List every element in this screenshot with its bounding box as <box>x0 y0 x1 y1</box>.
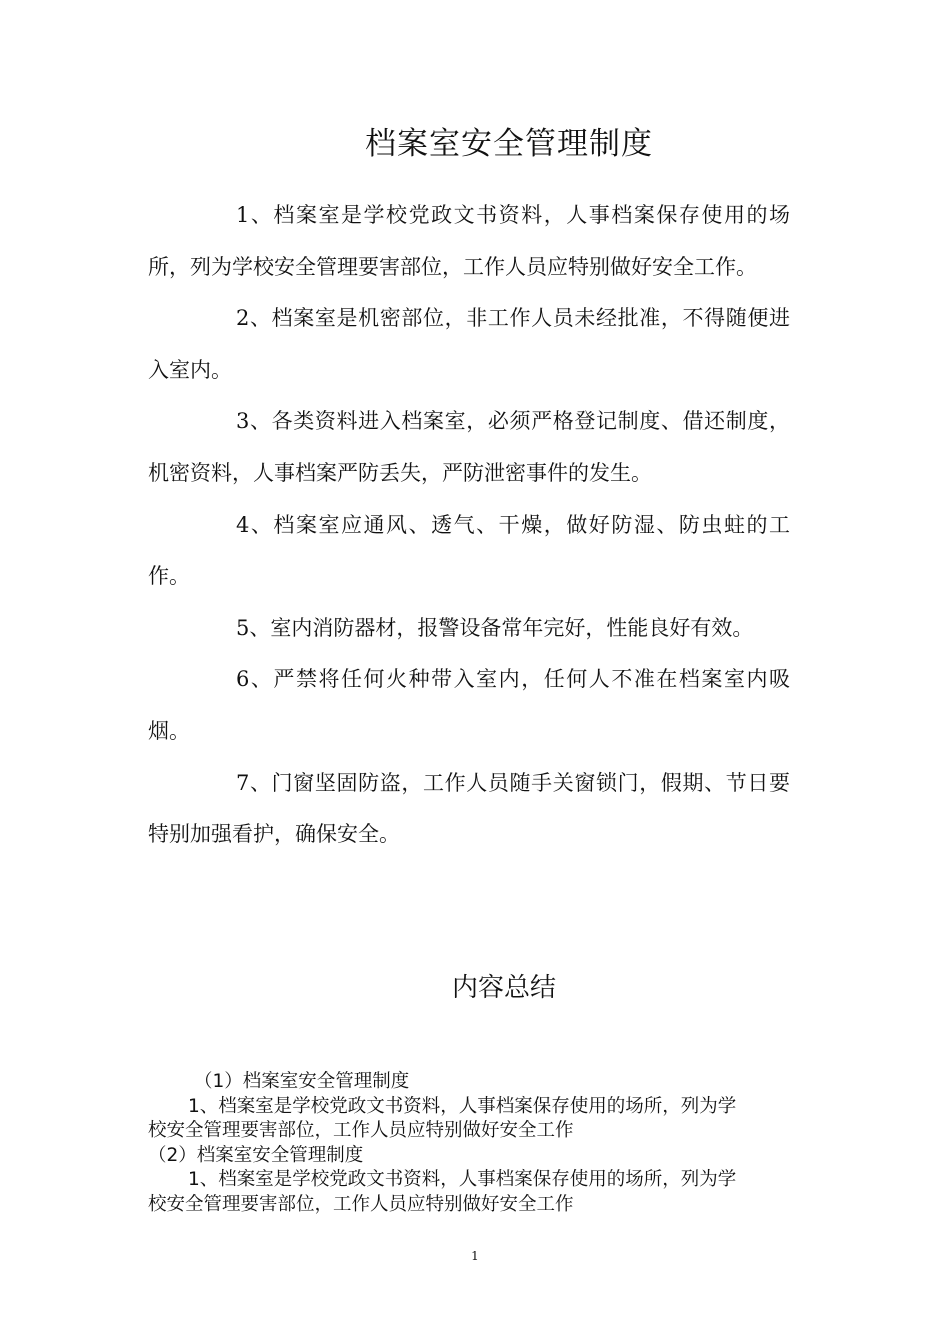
paragraph-6 <box>148 654 790 757</box>
summary-section <box>148 1070 808 1217</box>
paragraph-3 <box>148 396 790 499</box>
paragraph-4 <box>148 500 790 603</box>
paragraph-7 <box>148 758 790 861</box>
page-number: 1 <box>471 1249 479 1263</box>
paragraph-number: 1 <box>236 203 250 227</box>
summary-heading: （1）档案室安全管理制度 <box>194 1071 410 1092</box>
document-body <box>148 190 790 861</box>
paragraph-number: 3 <box>236 409 250 434</box>
paragraph-number: 6 <box>236 667 250 692</box>
summary-title: 内容总结 <box>451 973 556 1003</box>
paragraph-text: 、各类资料进入档案室，必须严格登记制度、借还制度，机密资料，人事档案严防丢失，严防泄密事件的发生。 <box>148 409 790 485</box>
paragraph-2 <box>148 293 790 396</box>
paragraph-text: 、档案室是学校党政文书资料，人事档案保存使用的场所，列为学校安全管理要害部位，工作人员应特别做好安全工作。 <box>148 203 790 279</box>
paragraph-text: 、严禁将任何火种带入室内，任何人不准在档案室内吸烟。 <box>148 667 790 743</box>
paragraph-text: 、门窗坚固防盗，工作人员随手关窗锁门，假期、节日要特别加强看护，确保安全。 <box>148 770 790 847</box>
summary-heading: （2）档案室安全管理制度 <box>148 1144 364 1166</box>
summary-line: 1、档案室是学校党政文书资料，人事档案保存使用的场所，列为学 <box>188 1169 737 1190</box>
paragraph-number: 4 <box>236 512 250 537</box>
paragraph-1 <box>148 190 790 293</box>
paragraph-text: 、室内消防器材，报警设备常年完好，性能良好有效。 <box>249 615 754 640</box>
paragraph-5 <box>148 603 790 655</box>
paragraph-number: 2 <box>236 306 250 331</box>
document-title: 档案室安全管理制度 <box>365 126 653 162</box>
summary-line: 校安全管理要害部位，工作人员应特别做好安全工作 <box>148 1193 574 1215</box>
summary-line: 校安全管理要害部位，工作人员应特别做好安全工作 <box>148 1120 574 1141</box>
paragraph-text: 、档案室应通风、透气、干燥，做好防湿、防虫蛀的工作。 <box>148 512 790 589</box>
summary-line: 1、档案室是学校党政文书资料，人事档案保存使用的场所，列为学 <box>188 1095 737 1117</box>
paragraph-text: 、档案室是机密部位，非工作人员未经批准，不得随便进入室内。 <box>148 306 790 382</box>
paragraph-number: 5 <box>236 615 250 640</box>
paragraph-number: 7 <box>236 770 250 795</box>
